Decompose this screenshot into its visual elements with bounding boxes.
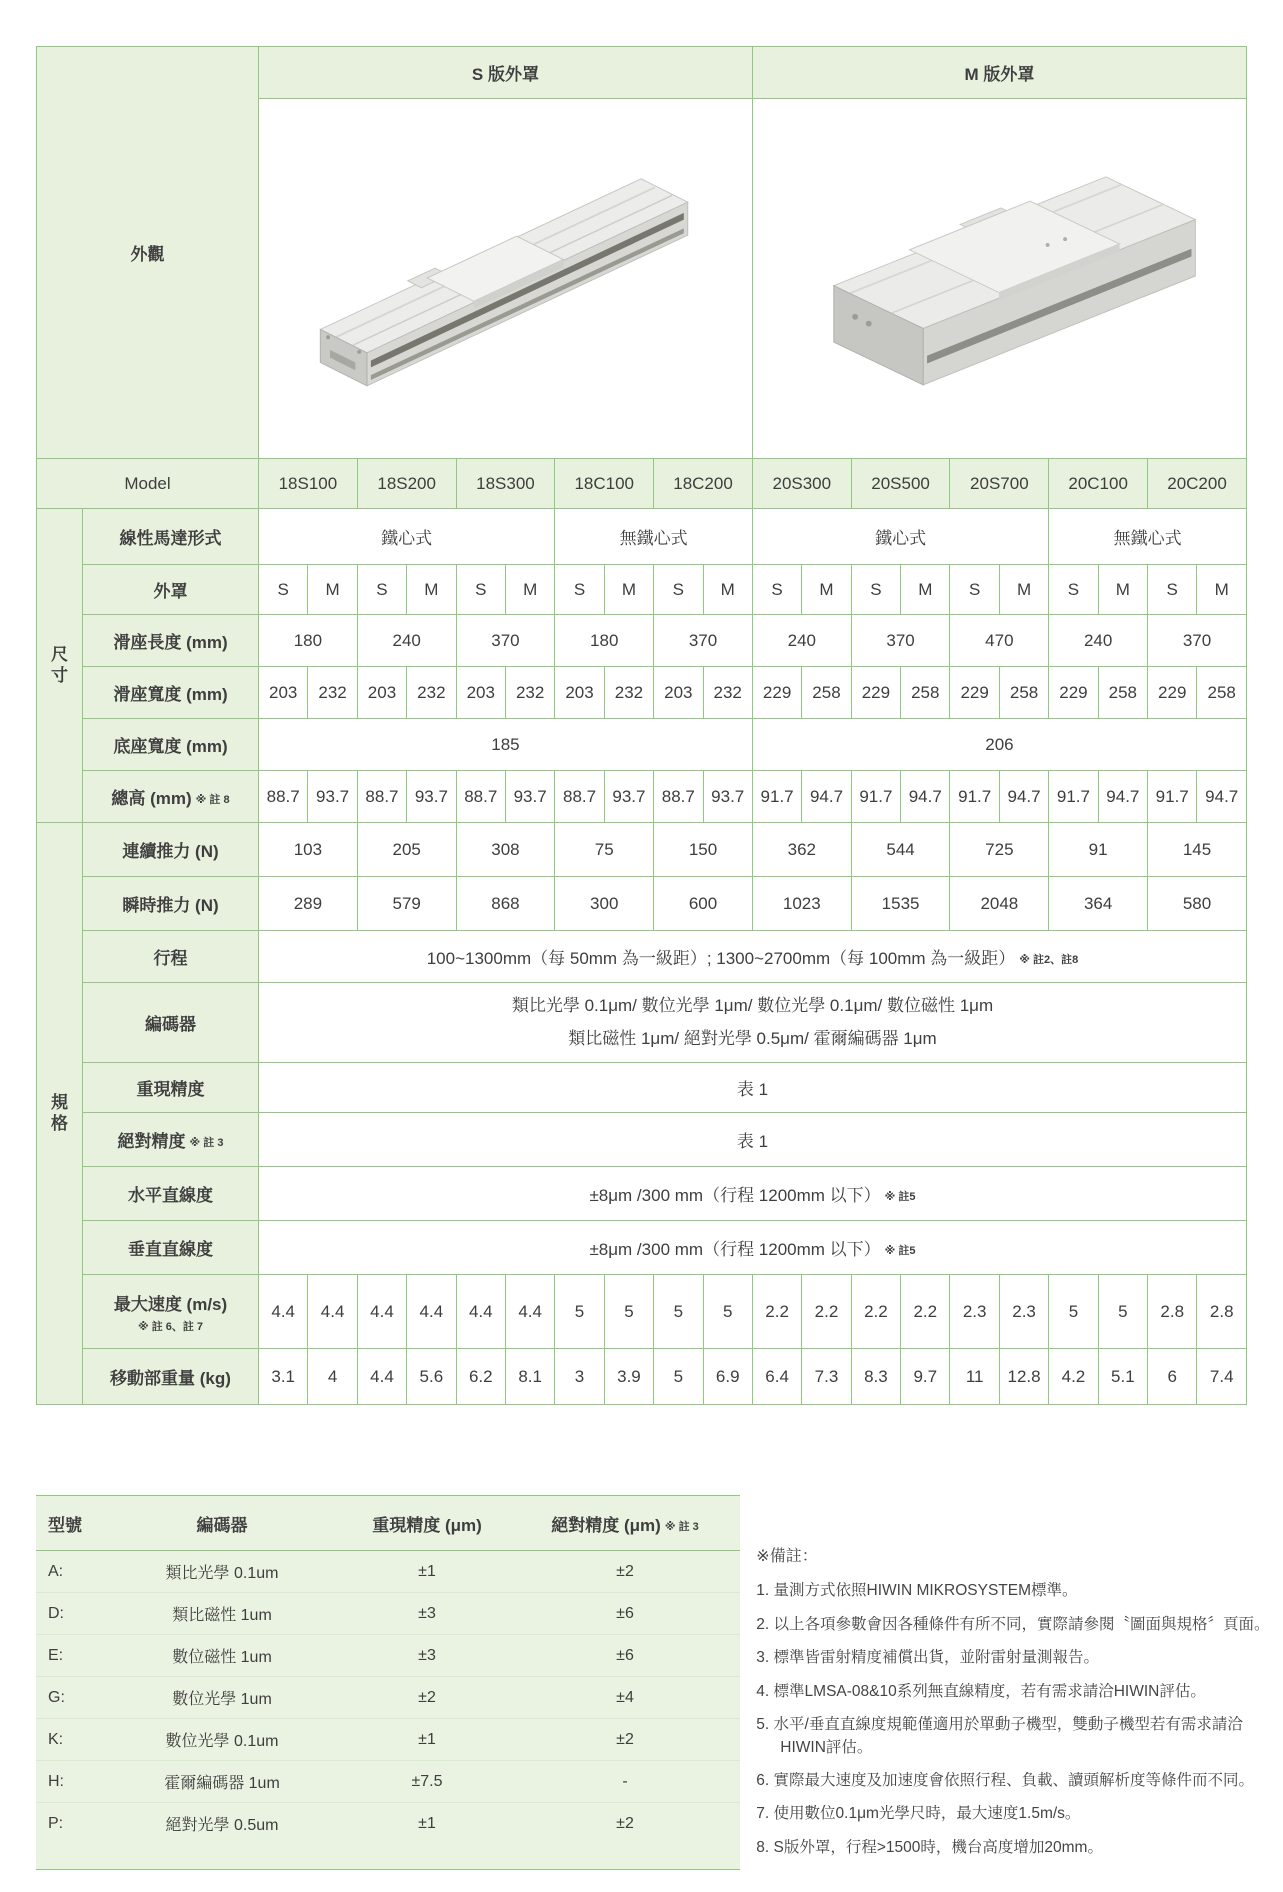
total-height-value: 88.7 [357, 771, 406, 823]
encoder-code: K: [48, 1730, 64, 1748]
moving-weight-value: 4.4 [357, 1349, 406, 1405]
slider-length-value: 370 [654, 615, 753, 667]
max-speed-value: 2.2 [851, 1275, 900, 1349]
slider-width-value: 203 [654, 667, 703, 719]
total-height-value: 93.7 [604, 771, 653, 823]
stroke-value: 100~1300mm（每 50mm 為一級距）; 1300~2700mm（每 100mm 為一級距） ※ 註2、註8 [259, 931, 1247, 983]
motor-type-value: 無鐵心式 [555, 509, 753, 565]
moving-weight-value: 5 [654, 1349, 703, 1405]
slider-width-value: 232 [308, 667, 357, 719]
moving-weight-value: 6.2 [456, 1349, 505, 1405]
total-height-value: 93.7 [308, 771, 357, 823]
cover-value: M [1098, 565, 1147, 615]
total-height-value: 94.7 [999, 771, 1048, 823]
peak-force-value: 2048 [950, 877, 1049, 931]
max-speed-value: 4.4 [308, 1275, 357, 1349]
repeatability-value: ±3 [418, 1646, 436, 1664]
repeatability-value: 表 1 [259, 1063, 1247, 1113]
slider-width-value: 229 [851, 667, 900, 719]
peak-force-value: 600 [654, 877, 753, 931]
col-header-model: 型號 [48, 1515, 82, 1535]
bottom-section [36, 1495, 1283, 1870]
cover-value: M [703, 565, 752, 615]
slider-length-value: 180 [555, 615, 654, 667]
peak-force-value: 1535 [851, 877, 950, 931]
absolute-accuracy-value: ±2 [616, 1562, 634, 1580]
cont-force-label: 連續推力 (N) [83, 823, 259, 877]
encoder-name: 類比磁性 1um [172, 1607, 272, 1624]
moving-weight-value: 3.1 [259, 1349, 308, 1405]
moving-weight-value: 12.8 [999, 1349, 1048, 1405]
encoder-code: H: [48, 1772, 64, 1790]
s-cover-image-cell [259, 99, 753, 459]
slider-length-value: 470 [950, 615, 1049, 667]
total-height-value: 93.7 [407, 771, 456, 823]
cont-force-value: 91 [1049, 823, 1148, 877]
encoder-name: 類比光學 0.1um [165, 1565, 279, 1582]
encoder-name: 數位光學 1um [172, 1691, 272, 1708]
cont-force-value: 75 [555, 823, 654, 877]
model-name: 18C200 [654, 459, 753, 509]
absolute-accuracy-value: ±2 [616, 1730, 634, 1748]
total-height-value: 91.7 [950, 771, 999, 823]
total-height-value: 94.7 [1197, 771, 1247, 823]
model-name: 20C100 [1049, 459, 1148, 509]
encoder-name: 絕對光學 0.5um [165, 1817, 279, 1834]
max-speed-label: 最大速度 (m/s) ※ 註 6、註 7 [83, 1275, 259, 1349]
cover-value: S [752, 565, 801, 615]
slider-width-value: 232 [407, 667, 456, 719]
absolute-accuracy-value: - [622, 1772, 628, 1790]
max-speed-value: 4.4 [407, 1275, 456, 1349]
peak-force-value: 580 [1148, 877, 1247, 931]
remark-item: 5. 水平/垂直直線度規範僅適用於單動子機型，雙動子機型若有需求請洽 HIWIN評估。 [756, 1716, 1243, 1756]
peak-force-value: 289 [259, 877, 358, 931]
cover-value: S [1148, 565, 1197, 615]
total-height-value: 94.7 [1098, 771, 1147, 823]
motor-type-value: 無鐵心式 [1049, 509, 1247, 565]
cont-force-value: 544 [851, 823, 950, 877]
peak-force-value: 300 [555, 877, 654, 931]
table-row [36, 1803, 740, 1844]
remark-item: 7. 使用數位0.1μm光學尺時，最大速度1.5m/s。 [756, 1805, 1081, 1823]
max-speed-value: 2.3 [999, 1275, 1048, 1349]
cover-value: S [259, 565, 308, 615]
max-speed-value: 5 [654, 1275, 703, 1349]
repeatability-value: ±2 [418, 1688, 436, 1706]
straightness-h-value: ±8μm /300 mm（行程 1200mm 以下） ※ 註5 [259, 1167, 1247, 1221]
total-height-value: 88.7 [456, 771, 505, 823]
encoder-code: D: [48, 1604, 64, 1622]
moving-weight-value: 3 [555, 1349, 604, 1405]
max-speed-value: 5 [604, 1275, 653, 1349]
cover-value: M [308, 565, 357, 615]
slider-length-value: 370 [851, 615, 950, 667]
total-height-value: 93.7 [703, 771, 752, 823]
m-cover-image-cell [752, 99, 1246, 459]
remarks-title: ※備註： [756, 1548, 818, 1565]
moving-weight-value: 4.2 [1049, 1349, 1098, 1405]
total-height-value: 93.7 [505, 771, 554, 823]
appearance-label: 外觀 [37, 47, 259, 459]
absolute-accuracy-label: 絕對精度 ※ 註 3 [83, 1113, 259, 1167]
max-speed-value: 2.8 [1148, 1275, 1197, 1349]
slider-width-value: 258 [1197, 667, 1247, 719]
m-cover-header: M 版外罩 [752, 47, 1246, 99]
total-height-label: 總高 (mm) ※ 註 8 [83, 771, 259, 823]
max-speed-value: 5 [1098, 1275, 1147, 1349]
cover-value: M [604, 565, 653, 615]
slider-width-label: 滑座寬度 (mm) [83, 667, 259, 719]
slider-width-value: 229 [1049, 667, 1098, 719]
repeatability-value: ±7.5 [411, 1772, 443, 1790]
slider-width-value: 232 [604, 667, 653, 719]
slider-length-value: 240 [1049, 615, 1148, 667]
max-speed-value: 2.2 [901, 1275, 950, 1349]
section-dimensions: 尺寸 [37, 509, 83, 823]
table-row [36, 1677, 740, 1719]
moving-weight-value: 5.6 [407, 1349, 456, 1405]
encoder-name: 霍爾編碼器 1um [164, 1775, 280, 1792]
total-height-value: 88.7 [654, 771, 703, 823]
table-row [36, 1593, 740, 1635]
cover-value: M [999, 565, 1048, 615]
repeatability-value: ±3 [418, 1604, 436, 1622]
encoder-value: 類比光學 0.1μm/ 數位光學 1μm/ 數位光學 0.1μm/ 數位磁性 1μm 類比磁性 1μm/ 絕對光學 0.5μm/ 霍爾編碼器 1μm [259, 983, 1247, 1063]
stroke-label: 行程 [83, 931, 259, 983]
moving-weight-value: 8.1 [505, 1349, 554, 1405]
peak-force-value: 364 [1049, 877, 1148, 931]
cont-force-value: 150 [654, 823, 753, 877]
model-name: 20S700 [950, 459, 1049, 509]
straightness-h-label: 水平直線度 [83, 1167, 259, 1221]
cont-force-value: 145 [1148, 823, 1247, 877]
encoder-label: 編碼器 [83, 983, 259, 1063]
moving-weight-value: 8.3 [851, 1349, 900, 1405]
col-header-repeatability: 重現精度 (μm) [372, 1515, 482, 1535]
total-height-value: 91.7 [752, 771, 801, 823]
model-name: 20C200 [1148, 459, 1247, 509]
max-speed-value: 2.2 [802, 1275, 851, 1349]
absolute-accuracy-value: ±6 [616, 1646, 634, 1664]
repeatability-label: 重現精度 [83, 1063, 259, 1113]
remark-item: 4. 標準LMSA-08&10系列無直線精度，若有需求請洽HIWIN評估。 [756, 1682, 1206, 1700]
peak-force-value: 868 [456, 877, 555, 931]
col-header-absolute-accuracy: 絕對精度 (μm) ※ 註 3 [551, 1515, 699, 1535]
m-cover-product-image [756, 121, 1242, 431]
absolute-accuracy-value: ±4 [616, 1688, 634, 1706]
total-height-value: 88.7 [259, 771, 308, 823]
slider-length-value: 180 [259, 615, 358, 667]
cont-force-value: 205 [357, 823, 456, 877]
peak-force-value: 579 [357, 877, 456, 931]
table-row [36, 1761, 740, 1803]
slider-length-value: 370 [1148, 615, 1247, 667]
motor-type-label: 線性馬達形式 [83, 509, 259, 565]
model-name: 20S300 [752, 459, 851, 509]
peak-force-value: 1023 [752, 877, 851, 931]
total-height-value: 94.7 [901, 771, 950, 823]
slider-width-value: 229 [1148, 667, 1197, 719]
cover-value: M [1197, 565, 1247, 615]
absolute-accuracy-value: 表 1 [259, 1113, 1247, 1167]
remark-item: 3. 標準皆雷射精度補償出貨，並附雷射量測報告。 [756, 1649, 1100, 1667]
moving-weight-value: 6.9 [703, 1349, 752, 1405]
cover-value: S [357, 565, 406, 615]
model-name: 18S100 [259, 459, 358, 509]
section-specs: 規格 [37, 823, 83, 1405]
slider-width-value: 258 [802, 667, 851, 719]
cont-force-value: 103 [259, 823, 358, 877]
total-height-value: 91.7 [1148, 771, 1197, 823]
base-width-value: 206 [752, 719, 1246, 771]
slider-width-value: 258 [901, 667, 950, 719]
cover-value: S [555, 565, 604, 615]
moving-weight-value: 6 [1148, 1349, 1197, 1405]
model-row-label: Model [37, 459, 259, 509]
cover-value: M [802, 565, 851, 615]
table-row [36, 1719, 740, 1761]
total-height-value: 91.7 [1049, 771, 1098, 823]
remark-item: 6. 實際最大速度及加速度會依照行程、負載、讀頭解析度等條件而不同。 [756, 1772, 1255, 1789]
cover-value: M [901, 565, 950, 615]
cover-value: M [505, 565, 554, 615]
encoder-table-header [36, 1496, 740, 1551]
max-speed-value: 2.3 [950, 1275, 999, 1349]
max-speed-value: 2.8 [1197, 1275, 1247, 1349]
model-name: 20S500 [851, 459, 950, 509]
max-speed-value: 2.2 [752, 1275, 801, 1349]
encoder-name: 數位光學 0.1um [165, 1733, 279, 1750]
base-width-value: 185 [259, 719, 753, 771]
remarks-panel [756, 1545, 1283, 1870]
moving-weight-label: 移動部重量 (kg) [83, 1349, 259, 1405]
cover-value: S [456, 565, 505, 615]
absolute-accuracy-value: ±6 [616, 1604, 634, 1622]
max-speed-value: 5 [1049, 1275, 1098, 1349]
table-row [36, 1551, 740, 1593]
encoder-code: A: [48, 1562, 64, 1580]
encoder-accuracy-table [36, 1495, 740, 1870]
cover-value: S [950, 565, 999, 615]
col-header-encoder: 編碼器 [196, 1515, 248, 1535]
repeatability-value: ±1 [418, 1562, 436, 1580]
slider-width-value: 203 [456, 667, 505, 719]
cover-value: S [851, 565, 900, 615]
encoder-code: G: [48, 1688, 65, 1706]
straightness-v-value: ±8μm /300 mm（行程 1200mm 以下） ※ 註5 [259, 1221, 1247, 1275]
absolute-accuracy-value: ±2 [616, 1814, 634, 1832]
max-speed-value: 4.4 [259, 1275, 308, 1349]
moving-weight-value: 9.7 [901, 1349, 950, 1405]
slider-length-value: 240 [357, 615, 456, 667]
slider-width-value: 232 [505, 667, 554, 719]
moving-weight-value: 4 [308, 1349, 357, 1405]
moving-weight-value: 7.4 [1197, 1349, 1247, 1405]
max-speed-value: 5 [703, 1275, 752, 1349]
peak-force-label: 瞬時推力 (N) [83, 877, 259, 931]
slider-width-value: 203 [555, 667, 604, 719]
cont-force-value: 725 [950, 823, 1049, 877]
moving-weight-value: 6.4 [752, 1349, 801, 1405]
cover-label: 外罩 [83, 565, 259, 615]
moving-weight-value: 3.9 [604, 1349, 653, 1405]
straightness-v-label: 垂直直線度 [83, 1221, 259, 1275]
slider-width-value: 203 [357, 667, 406, 719]
remark-item: 2. 以上各項參數會因各種條件有所不同，實際請參閱〝圖面與規格〞頁面。 [756, 1615, 1270, 1633]
model-name: 18S200 [357, 459, 456, 509]
slider-width-value: 229 [752, 667, 801, 719]
max-speed-value: 4.4 [357, 1275, 406, 1349]
moving-weight-value: 11 [950, 1349, 999, 1405]
motor-type-value: 鐵心式 [259, 509, 555, 565]
slider-width-value: 203 [259, 667, 308, 719]
total-height-value: 88.7 [555, 771, 604, 823]
slider-width-value: 229 [950, 667, 999, 719]
encoder-code: E: [48, 1646, 64, 1664]
cover-value: S [1049, 565, 1098, 615]
cover-value: M [407, 565, 456, 615]
encoder-code: P: [48, 1814, 64, 1832]
s-cover-product-image [262, 121, 748, 431]
s-cover-header: S 版外罩 [259, 47, 753, 99]
slider-width-value: 258 [999, 667, 1048, 719]
moving-weight-value: 7.3 [802, 1349, 851, 1405]
cont-force-value: 362 [752, 823, 851, 877]
main-spec-table [36, 46, 1247, 1405]
slider-length-value: 370 [456, 615, 555, 667]
encoder-name: 數位磁性 1um [172, 1649, 272, 1666]
slider-length-label: 滑座長度 (mm) [83, 615, 259, 667]
max-speed-value: 4.4 [505, 1275, 554, 1349]
slider-length-value: 240 [752, 615, 851, 667]
max-speed-value: 5 [555, 1275, 604, 1349]
motor-type-value: 鐵心式 [752, 509, 1048, 565]
model-name: 18C100 [555, 459, 654, 509]
remark-item: 1. 量測方式依照HIWIN MIKROSYSTEM標準。 [756, 1582, 1078, 1600]
total-height-value: 91.7 [851, 771, 900, 823]
max-speed-value: 4.4 [456, 1275, 505, 1349]
table-row [36, 1635, 740, 1677]
total-height-value: 94.7 [802, 771, 851, 823]
slider-width-value: 258 [1098, 667, 1147, 719]
cover-value: S [654, 565, 703, 615]
remark-item: 8. S版外罩，行程>1500時，機台高度增加20mm。 [756, 1838, 1103, 1856]
repeatability-value: ±1 [418, 1730, 436, 1748]
model-name: 18S300 [456, 459, 555, 509]
repeatability-value: ±1 [418, 1814, 436, 1832]
slider-width-value: 232 [703, 667, 752, 719]
base-width-label: 底座寬度 (mm) [83, 719, 259, 771]
moving-weight-value: 5.1 [1098, 1349, 1147, 1405]
cont-force-value: 308 [456, 823, 555, 877]
